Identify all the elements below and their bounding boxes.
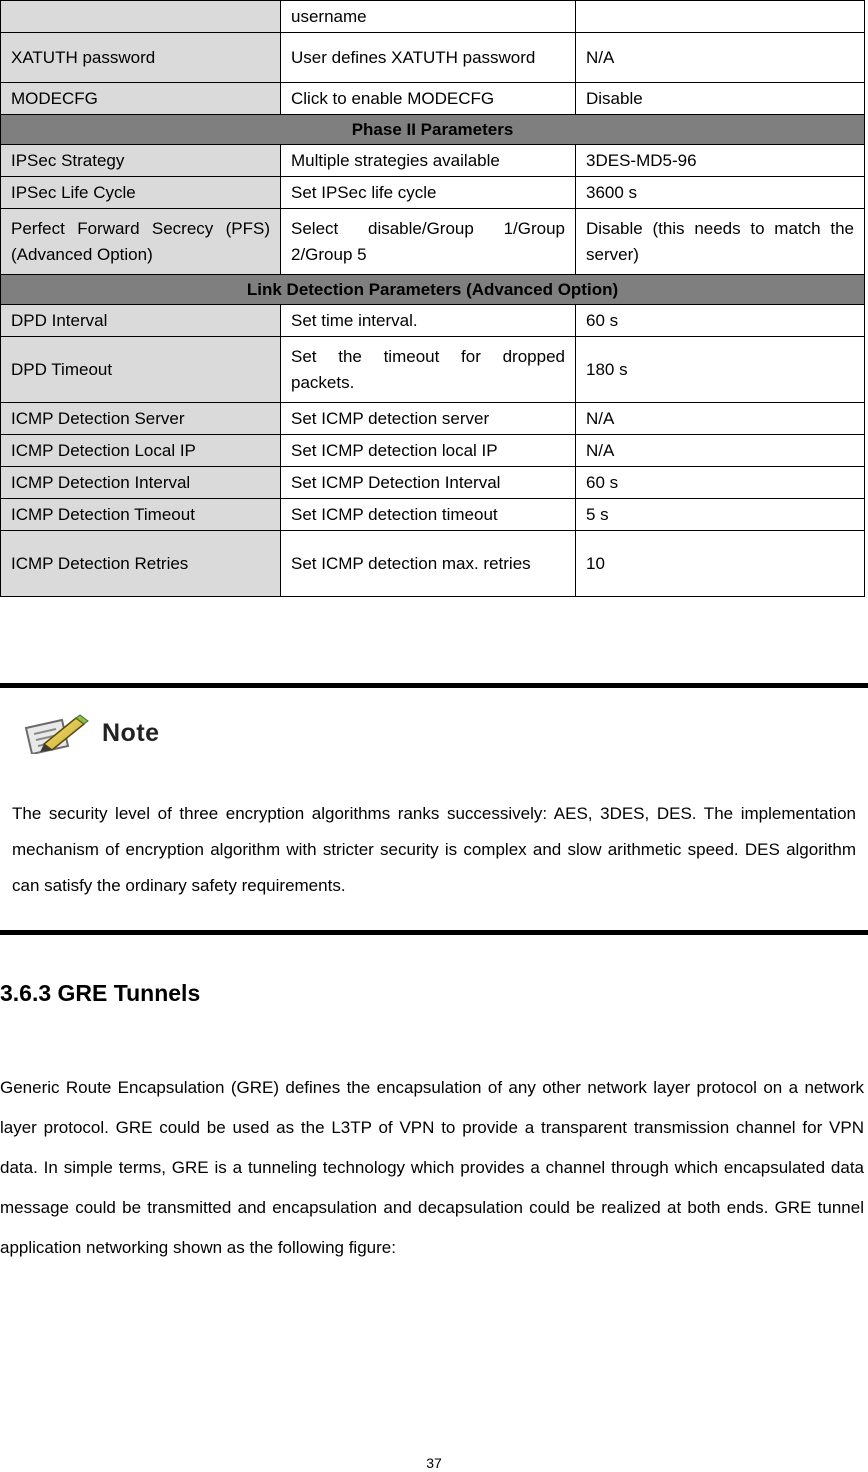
table-row: [1, 83, 865, 115]
parameter-default-cell: 10: [576, 531, 865, 597]
parameter-name-cell: ICMP Detection Server: [1, 403, 281, 435]
parameter-description-cell: Select disable/Group 1/Group 2/Group 5: [281, 209, 576, 275]
table-row: [1, 403, 865, 435]
parameters-table: [0, 0, 865, 597]
parameter-default-cell: N/A: [576, 403, 865, 435]
parameter-default-cell: Disable: [576, 83, 865, 115]
note-box: [0, 683, 868, 935]
parameter-description-cell: Multiple strategies available: [281, 145, 576, 177]
parameter-default-cell: N/A: [576, 435, 865, 467]
table-row: [1, 499, 865, 531]
table-row: [1, 209, 865, 275]
parameter-default-cell: 180 s: [576, 337, 865, 403]
parameter-description-cell: Set ICMP detection timeout: [281, 499, 576, 531]
parameter-name-cell: MODECFG: [1, 83, 281, 115]
parameter-description-cell: Set time interval.: [281, 305, 576, 337]
parameter-name-cell: ICMP Detection Timeout: [1, 499, 281, 531]
section-header-row: [1, 115, 865, 145]
parameter-default-cell: N/A: [576, 33, 865, 83]
parameter-name-cell: IPSec Strategy: [1, 145, 281, 177]
parameter-name-cell: Perfect Forward Secrecy (PFS) (Advanced Option): [1, 209, 281, 275]
parameter-description-cell: User defines XATUTH password: [281, 33, 576, 83]
note-pencil-icon: [22, 714, 90, 754]
parameter-default-cell: 60 s: [576, 305, 865, 337]
parameter-description-cell: Set ICMP Detection Interval: [281, 467, 576, 499]
parameter-description-cell: Set ICMP detection server: [281, 403, 576, 435]
parameter-name-cell: IPSec Life Cycle: [1, 177, 281, 209]
table-row: [1, 1, 865, 33]
parameter-name-cell: XATUTH password: [1, 33, 281, 83]
parameter-description-cell: Set ICMP detection max. retries: [281, 531, 576, 597]
table-row: [1, 337, 865, 403]
parameter-default-cell: 3600 s: [576, 177, 865, 209]
table-row: [1, 177, 865, 209]
table-row: [1, 435, 865, 467]
parameter-default-cell: Disable (this needs to match the server): [576, 209, 865, 275]
table-row: [1, 305, 865, 337]
parameter-name-cell: DPD Interval: [1, 305, 281, 337]
parameter-description-cell: Set ICMP detection local IP: [281, 435, 576, 467]
note-text: The security level of three encryption algorithms ranks successively: AES, 3DES, DES. The implementation mechanism of encryption algorithm with stricter security is complex and slow arithmetic speed. DES algorithm can satisfy the ordinary safety requirements.: [12, 804, 856, 895]
section-paragraph: Generic Route Encapsulation (GRE) defines the encapsulation of any other network layer protocol on a network layer protocol. GRE could be used as the L3TP of VPN to provide a transparent transmission channel for VPN data. In simple terms, GRE is a tunneling technology which provides a channel through which encapsulated data message could be transmitted and encapsulation and decapsulation could be realized at both ends. GRE tunnel application networking shown as the following figure:: [0, 1078, 864, 1257]
table-row: [1, 145, 865, 177]
parameter-description-cell: Set the timeout for dropped packets.: [281, 337, 576, 403]
parameter-default-cell: 3DES-MD5-96: [576, 145, 865, 177]
table-row: [1, 33, 865, 83]
parameter-description-cell: username: [281, 1, 576, 33]
parameter-default-cell: [576, 1, 865, 33]
parameter-default-cell: 60 s: [576, 467, 865, 499]
section-header: Phase II Parameters: [1, 115, 865, 145]
parameter-name-cell: ICMP Detection Retries: [1, 531, 281, 597]
parameter-name-cell: ICMP Detection Interval: [1, 467, 281, 499]
parameter-name-cell: ICMP Detection Local IP: [1, 435, 281, 467]
parameters-table-body: [1, 1, 865, 597]
section-header: Link Detection Parameters (Advanced Option): [1, 275, 865, 305]
page-number: 37: [426, 1455, 442, 1471]
section-header-row: [1, 275, 865, 305]
table-row: [1, 531, 865, 597]
parameter-default-cell: 5 s: [576, 499, 865, 531]
parameter-description-cell: Set IPSec life cycle: [281, 177, 576, 209]
table-row: [1, 467, 865, 499]
section-title: 3.6.3 GRE Tunnels: [0, 980, 201, 1006]
note-label: Note: [102, 719, 160, 747]
parameter-name-cell: DPD Timeout: [1, 337, 281, 403]
parameter-description-cell: Click to enable MODECFG: [281, 83, 576, 115]
parameter-name-cell: [1, 1, 281, 33]
